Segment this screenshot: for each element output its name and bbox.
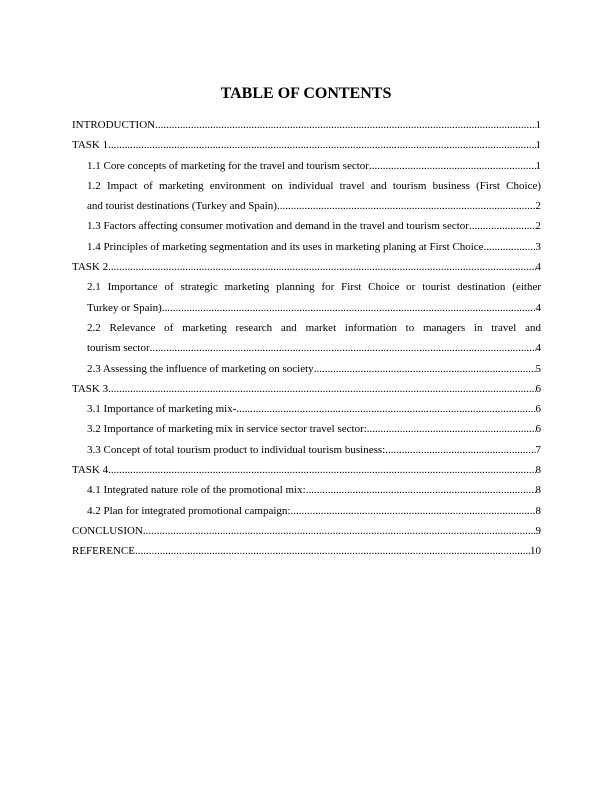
dot-leader bbox=[314, 359, 536, 379]
toc-page-number: 8 bbox=[535, 504, 541, 517]
toc-entry-1-3[interactable] bbox=[87, 216, 541, 236]
toc-entry-text: TASK 3 bbox=[72, 382, 109, 395]
dot-leader bbox=[367, 419, 536, 439]
toc-entry-3-3[interactable] bbox=[87, 440, 541, 460]
toc-title: TABLE OF CONTENTS bbox=[220, 85, 392, 102]
toc-entry-text: 1.4 Principles of marketing segmentation and its uses in marketing planing at First Choice bbox=[87, 240, 484, 253]
toc-entry-3-1[interactable] bbox=[87, 399, 541, 419]
toc-entry-text: TASK 2 bbox=[72, 261, 109, 274]
toc-entry-text: tourism sector bbox=[87, 342, 150, 355]
toc-entry-text: 1.3 Factors affecting consumer motivation and demand in the travel and tourism sector bbox=[87, 220, 469, 233]
toc-entry-text: 4.1 Integrated nature role of the promotional mix: bbox=[87, 484, 306, 497]
toc-entry-text: TASK 4 bbox=[72, 464, 109, 477]
dot-leader bbox=[162, 298, 536, 318]
dot-leader bbox=[155, 115, 535, 135]
toc-entry-1-4[interactable] bbox=[87, 237, 541, 257]
dot-leader bbox=[236, 399, 535, 419]
toc-entry-task3[interactable] bbox=[72, 379, 541, 399]
dot-leader bbox=[108, 257, 535, 277]
toc-entry-text: 3.3 Concept of total tourism product to individual tourism business: bbox=[87, 443, 386, 456]
dot-leader bbox=[108, 135, 535, 155]
toc-page-number: 6 bbox=[535, 423, 541, 436]
toc-entry-1-1[interactable] bbox=[87, 156, 541, 176]
dot-leader bbox=[484, 237, 536, 257]
toc-entry-1-2-line2[interactable] bbox=[87, 196, 541, 216]
dot-leader bbox=[108, 379, 535, 399]
toc-entry-4-1[interactable] bbox=[87, 480, 541, 500]
dot-leader bbox=[150, 338, 536, 358]
toc-entry-text: INTRODUCTION bbox=[72, 119, 156, 131]
toc-page-number: 6 bbox=[535, 382, 541, 395]
toc-entry-text: 4.2 Plan for integrated promotional campaign: bbox=[87, 504, 291, 517]
toc-page-number: 6 bbox=[535, 403, 541, 416]
toc-page-number: 8 bbox=[535, 484, 541, 497]
toc-page-number: 4 bbox=[535, 342, 541, 355]
toc-entry-reference[interactable] bbox=[72, 541, 541, 561]
toc-entry-2-1-line2[interactable] bbox=[87, 298, 541, 318]
dot-leader bbox=[369, 156, 536, 176]
toc-page-number: 9 bbox=[535, 524, 541, 537]
toc-page-number: 10 bbox=[530, 545, 541, 558]
dot-leader bbox=[290, 501, 535, 521]
toc-entry-introduction[interactable] bbox=[72, 115, 541, 135]
toc-page-number: 4 bbox=[535, 301, 541, 314]
toc-page-number: 1 bbox=[535, 159, 541, 172]
toc-entry-task4[interactable] bbox=[72, 460, 541, 480]
dot-leader bbox=[306, 480, 536, 500]
toc-entry-3-2[interactable] bbox=[87, 419, 541, 439]
toc-list bbox=[72, 115, 541, 562]
toc-entry-text: 3.2 Importance of marketing mix in service sector travel sector: bbox=[87, 423, 367, 436]
toc-entry-text: and tourist destinations (Turkey and Spain) bbox=[87, 200, 277, 213]
toc-entry-2-1-line1[interactable]: 2.1 Importance of strategic marketing planning for First Choice or tourist destination (either bbox=[87, 281, 541, 294]
toc-entry-2-2-line2[interactable] bbox=[87, 338, 541, 358]
toc-page-number: 8 bbox=[535, 464, 541, 477]
dot-leader bbox=[277, 196, 536, 216]
toc-entry-text: 1.1 Core concepts of marketing for the travel and tourism sector bbox=[87, 159, 369, 172]
dot-leader bbox=[385, 440, 535, 460]
toc-page-number: 3 bbox=[535, 240, 541, 253]
toc-entry-text: 3.1 Importance of marketing mix- bbox=[87, 403, 237, 416]
toc-entry-text: TASK 1 bbox=[72, 139, 109, 152]
toc-entry-text: Turkey or Spain) bbox=[87, 301, 162, 314]
toc-entry-task1[interactable] bbox=[72, 135, 541, 155]
toc-entry-text: CONCLUSION bbox=[72, 524, 143, 537]
toc-entry-4-2[interactable] bbox=[87, 501, 541, 521]
toc-page-number: 4 bbox=[535, 261, 541, 274]
toc-page-number: 2 bbox=[535, 220, 541, 233]
toc-entry-2-3[interactable] bbox=[87, 359, 541, 379]
toc-page-number: 1 bbox=[535, 139, 541, 152]
toc-entry-text: REFERENCE bbox=[72, 545, 135, 558]
toc-page-number: 5 bbox=[535, 362, 541, 375]
toc-entry-text: 2.3 Assessing the influence of marketing on society bbox=[87, 362, 314, 375]
toc-page-number: 1 bbox=[535, 119, 541, 131]
toc-page-number: 7 bbox=[535, 443, 541, 456]
dot-leader bbox=[469, 216, 536, 236]
toc-entry-2-2-line1[interactable]: 2.2 Relevance of marketing research and market information to managers in travel and bbox=[87, 321, 541, 334]
dot-leader bbox=[143, 521, 536, 541]
dot-leader bbox=[135, 541, 530, 561]
toc-page-number: 2 bbox=[535, 200, 541, 213]
toc-entry-conclusion[interactable] bbox=[72, 521, 541, 541]
toc-entry-1-2-line1[interactable]: 1.2 Impact of marketing environment on individual travel and tourism business (First Choice) bbox=[87, 179, 541, 192]
toc-entry-task2[interactable] bbox=[72, 257, 541, 277]
dot-leader bbox=[108, 460, 535, 480]
